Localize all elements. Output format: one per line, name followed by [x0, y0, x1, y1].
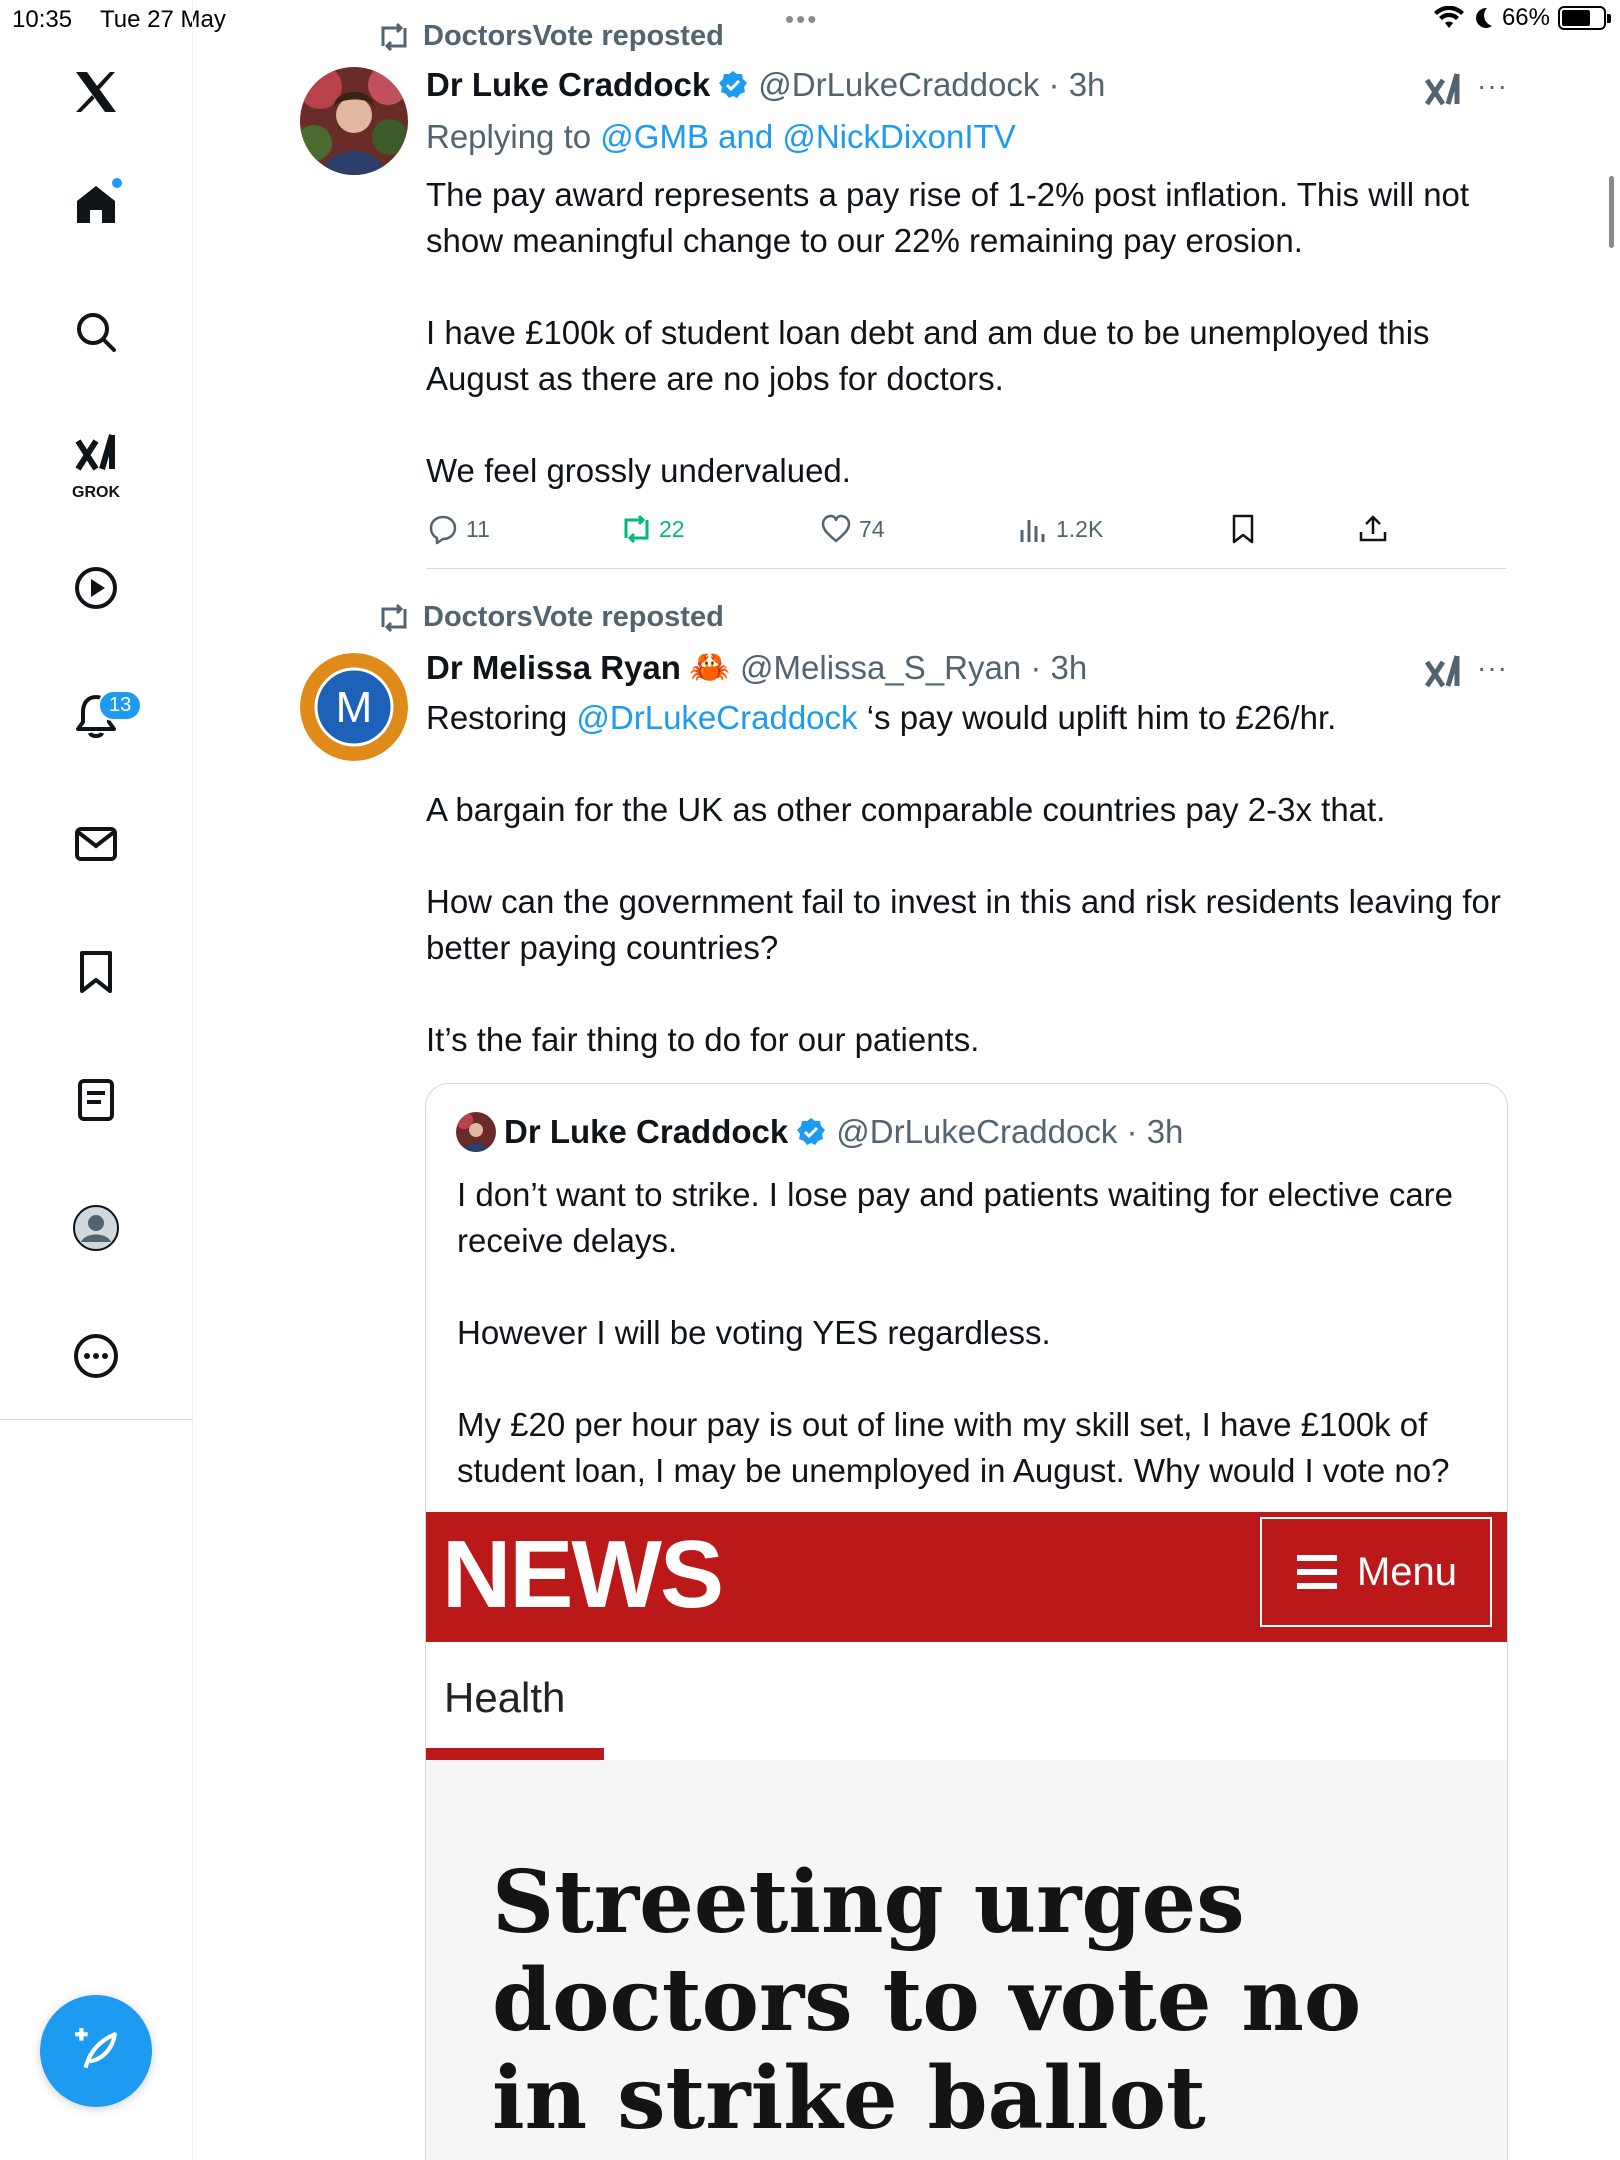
status-time: 10:35 — [12, 6, 73, 33]
bbc-news-header — [426, 1512, 1508, 1642]
grok-icon — [72, 429, 120, 477]
repost-button[interactable] — [619, 512, 685, 546]
tweet-paragraph: We feel grossly undervalued. — [426, 452, 851, 489]
battery-icon — [1558, 6, 1606, 30]
reply-icon — [426, 512, 460, 546]
replying-to — [426, 114, 1516, 160]
tweet-text — [426, 695, 1516, 1063]
feed — [193, 0, 1513, 2160]
compose-icon — [71, 2026, 121, 2076]
like-button[interactable] — [819, 512, 885, 546]
grok-explain-icon[interactable] — [1423, 70, 1463, 110]
tweet-actions — [426, 512, 1426, 552]
text-intro: Restoring — [426, 699, 568, 736]
notifications-icon[interactable] — [48, 668, 144, 764]
quoted-text — [457, 1172, 1487, 1494]
section-underline — [426, 1748, 604, 1760]
avatar-letter: M — [335, 683, 373, 732]
notifications-badge: 13 — [98, 690, 142, 721]
views-icon — [1016, 512, 1050, 546]
repost-icon — [619, 512, 653, 546]
grok-label: GROK — [72, 484, 120, 501]
repost-indicator[interactable] — [377, 20, 724, 53]
heart-icon — [819, 512, 853, 546]
menu-label: Menu — [1356, 1549, 1458, 1594]
repost-count: 22 — [659, 515, 685, 542]
section-tab[interactable] — [426, 1642, 1508, 1760]
sidebar-divider — [0, 1419, 193, 1420]
quoted-paragraph: I don’t want to strike. I lose pay and patients waiting for elective care receive delays. — [457, 1176, 1454, 1259]
multitask-dots[interactable]: ••• — [785, 4, 819, 34]
share-button[interactable] — [1356, 512, 1390, 546]
quoted-avatar — [456, 1112, 496, 1152]
quoted-paragraph: My £20 per hour pay is out of line with my skill set, I have £100k of student loan, I may be unemployed in August. Why would I vote no? — [457, 1406, 1450, 1489]
hamburger-icon — [1295, 1552, 1339, 1592]
repost-label: DoctorsVote reposted — [423, 20, 724, 52]
bookmark-button[interactable] — [1226, 512, 1260, 546]
grok-nav[interactable] — [48, 414, 144, 510]
verified-icon — [718, 70, 748, 100]
tweet-author[interactable] — [426, 66, 1105, 104]
x-logo-icon[interactable] — [48, 44, 144, 140]
battery-percent: 66% — [1501, 4, 1550, 31]
avatar[interactable] — [300, 67, 408, 175]
tweet-divider — [426, 568, 1506, 569]
home-unread-dot — [112, 178, 122, 188]
article-preview[interactable] — [426, 1760, 1508, 2160]
replying-mentions[interactable]: @GMB and @NickDixonITV — [600, 118, 1016, 155]
tweet-paragraph: It’s the fair thing to do for our patients. — [426, 1021, 980, 1058]
author-handle[interactable]: @Melissa_S_Ryan · 3h — [740, 648, 1088, 686]
grok-explain-icon[interactable] — [1423, 652, 1463, 692]
quoted-author-handle: @DrLukeCraddock · 3h — [836, 1113, 1184, 1150]
tweet-author[interactable] — [426, 648, 1087, 687]
sidebar — [0, 0, 193, 2160]
tweet-paragraph — [426, 695, 1516, 741]
like-count: 74 — [859, 515, 885, 542]
quoted-author-name: Dr Luke Craddock — [504, 1113, 789, 1150]
video-icon[interactable] — [48, 540, 144, 636]
avatar[interactable] — [300, 653, 408, 761]
scrollbar[interactable] — [1609, 176, 1614, 248]
lists-icon[interactable] — [48, 1052, 144, 1148]
repost-icon — [377, 22, 411, 52]
repost-indicator[interactable] — [377, 601, 724, 634]
author-handle[interactable]: @DrLukeCraddock · 3h — [758, 66, 1106, 103]
views-button[interactable] — [1016, 512, 1103, 546]
news-logo: NEWS — [442, 1521, 722, 1628]
tweet-paragraph: How can the government fail to invest in this and risk residents leaving for better paying countries? — [426, 883, 1501, 966]
quoted-paragraph: However I will be voting YES regardless. — [457, 1314, 1051, 1351]
text-after: ‘s pay would uplift him to £26/hr. — [857, 699, 1337, 736]
home-icon[interactable] — [48, 156, 144, 252]
quoted-author[interactable] — [456, 1112, 1183, 1152]
repost-label: DoctorsVote reposted — [423, 601, 724, 633]
mention-link[interactable]: @DrLukeCraddock — [576, 699, 858, 736]
status-date: Tue 27 May — [100, 6, 226, 33]
tweet-paragraph: A bargain for the UK as other comparable countries pay 2-3x that. — [426, 791, 1386, 828]
article-headline: Streeting urges doctors to vote no in strike ballot — [492, 1852, 1362, 2149]
bookmarks-icon[interactable] — [48, 924, 144, 1020]
bookmark-icon — [1226, 512, 1260, 546]
profile-icon[interactable] — [48, 1180, 144, 1276]
compose-button[interactable] — [40, 1995, 152, 2107]
more-icon[interactable]: ··· — [1477, 70, 1508, 101]
author-name[interactable]: Dr Melissa Ryan — [426, 648, 681, 686]
replying-prefix: Replying to — [426, 118, 592, 155]
tweet-paragraph: The pay award represents a pay rise of 1-2% post inflation. This will not show meaningful change to our 22% remaining pay erosion. — [426, 176, 1470, 259]
verified-icon — [796, 1117, 826, 1147]
reply-button[interactable] — [426, 512, 490, 546]
views-count: 1.2K — [1056, 515, 1104, 542]
more-icon[interactable]: ··· — [1477, 652, 1508, 683]
tweet-paragraph: I have £100k of student loan debt and am due to be unemployed this August as there are no jobs for doctors. — [426, 314, 1430, 397]
messages-icon[interactable] — [48, 796, 144, 892]
search-icon[interactable] — [48, 284, 144, 380]
quoted-tweet[interactable] — [425, 1083, 1508, 2160]
reply-count: 11 — [466, 515, 490, 542]
tweet-text — [426, 172, 1516, 494]
author-name[interactable]: Dr Luke Craddock — [426, 66, 711, 103]
share-icon — [1356, 512, 1390, 546]
menu-button[interactable] — [1260, 1517, 1492, 1627]
repost-icon — [377, 603, 411, 633]
section-label: Health — [444, 1674, 566, 1721]
crab-emoji: 🦀 — [688, 648, 731, 685]
more-options-icon[interactable] — [48, 1308, 144, 1404]
